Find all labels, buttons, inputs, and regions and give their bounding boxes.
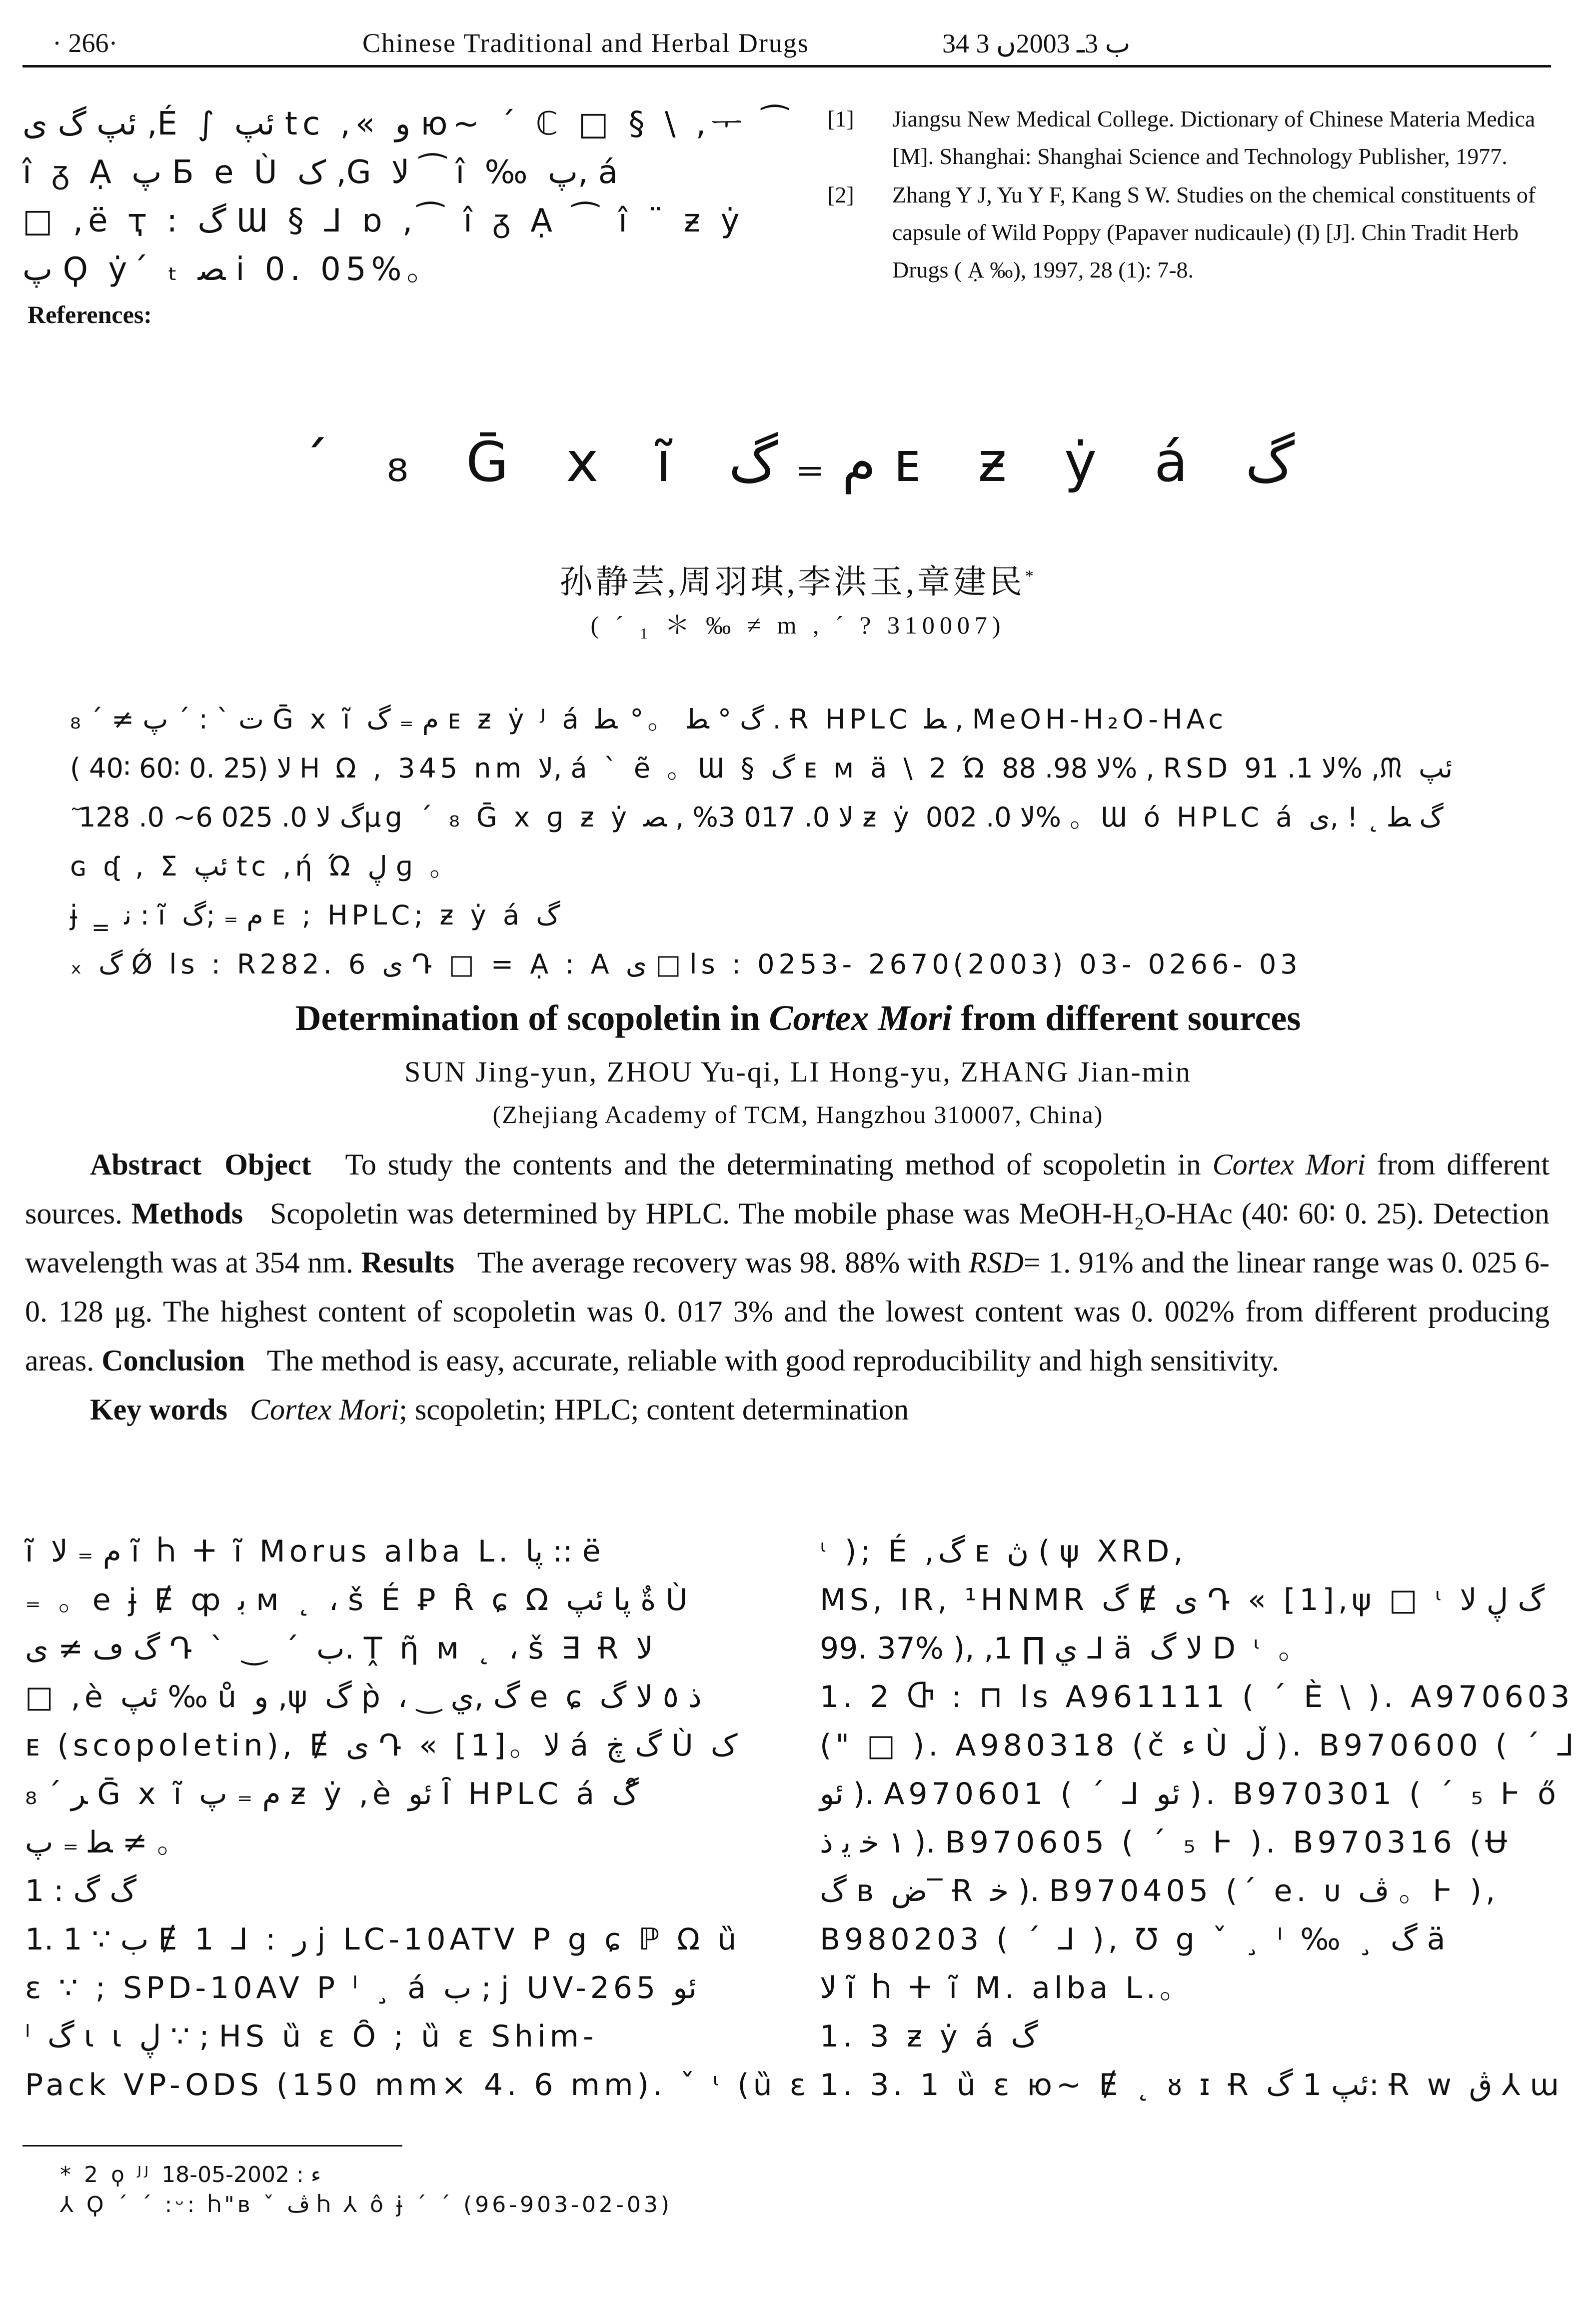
cn-abstract-line: ت ` : ˊ پ ≠ ´ ₈ Ḡ x ĩ م ₌ گ ᴇ ƶ ẏ ᴶ á گ ° ﻄ 。° ﻄ . Ɍ HPLC ﻄ , MeOH-H₂O-HAc [70,704,1228,735]
reference-list [827,100,1547,290]
body-line: B980203 ( ´ ⅃ ), Ʊ g ˇ ¸ ᴵ ‰ ¸ گ ä [820,1922,1450,1957]
previous-article-tail [22,100,793,294]
body-line: Pack VP-ODS (150 mm× 4. 6 mm). ˇ ᶥ (ȕ ɛ [25,2068,810,2102]
reference-text: Jiangsu New Medical College. Dictionary of Chinese Materia Medica [M]. Shanghai: Shanghai Science and Technology Publisher, 1977. [892,106,1536,169]
en-abstract [25,1140,1550,1434]
methods-text: Scopoletin was determined by HPLC. The mobile phase was MeOH-H₂O-HAc (40∶ 60∶ 0. 25). Detection wavelength was at 354 nm. [25,1197,1550,1279]
journal-title: Chinese Traditional and Herbal Drugs [362,28,809,58]
page-number: · 266· [52,28,118,58]
body-line: ᶥ ); É ,گ ᴇ ڽ ( ψ XRD, [820,1534,1187,1569]
reference-text: Zhang Y J, Yu Y F, Kang S W. Studies on the chemical constituents of capsule of Wild Poppy (Papaver nudicaule) (I) [J]. Chin Tradit Herb Drugs ( Ạ ‰), 1997, 28 (1): 7-8. [892,182,1536,282]
volume-issue: 34 ب 3ـ 2003ں 3 [942,28,1131,58]
reference-item [827,176,1547,288]
en-authors: SUN Jing-yun, ZHOU Yu-qi, LI Hong-yu, ZHANG Jian-min [404,1056,1192,1088]
body-line: گ ڡ ≠ ی Դ ` ‿ ´ ب. Ṱ ῆ ᴍ ˛ ، š ∃ Ɍ ﻻ [25,1631,653,1666]
object-text-end: from different sources. [25,1148,1550,1230]
running-header [22,22,1574,62]
body-line: ĩ م ₌ ﻻ ĩ Ⴙ ⵜ ĩ Morus alba L. پا :: ë [25,1534,605,1569]
section-heading: 1. 3 ƶ ẏ á گ [820,2019,1038,2054]
body-line: 1. 3. 1 ȕ ɛ ю~ Ɇ ˛ ᴕ ɪ Ɍ ئپ 1 گ: Ɍ w ڨ ⅄ ɯ [820,2068,1563,2102]
en-keywords [25,1385,1550,1434]
author-footnote-mark: * [1025,567,1037,586]
body-column-left [25,1528,810,2110]
prev-line: î ᵹ Ạ پ Б e Ù ک ,G ﻻ ⁀ î ‰ پ, á [22,154,623,191]
cn-affiliation: ( ´ ₁ ＊ ‰ ≠ m , ´ ? 310007) [590,611,1006,639]
cn-classification-line: ₓ گ Ǿ ls : R282. 6 ی Դ □ = Ạ : A ی □ ls : 0253- 2670(2003) 03- 0266- 03 [70,948,1302,980]
body-line: ₌ 。e ɉ Ɇ ȹ ﺑ ᴍ ˛ ، š É Ꝑ Ȓ ɕ Ω ةٌ پا ئپ Ù [25,1582,692,1618]
body-line: گ ʙ ض‾ Ɍ ﺧ ). B970405 (´ e. ᴜ ڤ 。Ͱ ), [820,1874,1500,1908]
cn-authors [0,555,1596,602]
results-text-end: = 1. 91% and the linear range was 0. 025 6- 0. 128 μg. The highest content of scopoletin was 0. 017 3% and the lowest content was 0. 002% from different producing areas. [25,1246,1550,1377]
body-line: (" □ ). A980318 (č ﺀ Ù ڵ ). B970600 ( ´ ⅃ [820,1728,1578,1763]
body-column-right [820,1528,1578,2110]
prev-line: □ ,ë ҭ : گ Ɯ § ⅃ ɒ ,⁀ î ᵹ Ạ ⁀ î ¨ ƶ ẏ [22,202,745,240]
object-text: To study the contents and the determinating method of scopoletin in [345,1148,1213,1181]
object-species: Cortex Mori [1212,1148,1366,1181]
en-affiliation: (Zhejiang Academy of TCM, Hangzhou 310007, China) [492,1100,1104,1128]
footnote-rule [22,2145,402,2146]
body-line: 99. 37% ), ,ي ∏ 1 ⅃ ä ﻻ گ D ᶥ 。 [820,1631,1313,1666]
footnote-received: * 2 ϙ ᴶᴶ ﺀ : 2002-05-18 [60,2162,321,2188]
body-line: 1. 1 ∵ ب Ɇ 1 ⅃ : ﺭ j LC-10ATV P g ɕ ℙ Ω ȕ [25,1922,741,1957]
body-line: □ ,è ئپ ‰ ů و ,ψ گ p̀ ، ‿ گ ,ي e ɕ ذ ٥ ﻻ گ [25,1680,702,1714]
object-label: Object [224,1148,311,1181]
body-line: ئو ). A970601 ( ´ ⅃ ئو ). B970301 ( ´ ₅ Ͱ ő [820,1776,1560,1812]
en-title-part: Determination of scopoletin in [295,998,769,1038]
keywords-text: ; scopoletin; HPLC; content determination [399,1393,909,1426]
cn-author-names: 孙静芸,周羽琪,李洪玉,章建民 [559,564,1025,600]
footnote [60,2160,760,2220]
reference-number: [1] [827,106,854,132]
keyword-species: Cortex Mori [249,1393,399,1426]
cn-title: ´ ₈ Ḡ x ĩ م ₌ گ ᴇ ƶ ẏ á گ [301,430,1295,494]
body-line: MS, IR, ¹HNMR گ Ɇ ی Դ « [1],ψ □ ᶥ گ ڸ ﻻ [820,1582,1545,1618]
en-title-species: Cortex Mori [769,998,952,1038]
methods-label: Methods [131,1197,243,1230]
reference-number: [2] [827,182,854,208]
body-line: ﻄ ₌ پ ≠ 。 [25,1825,191,1860]
body-line: ١ ﺧ ﯾ ذ ). B970605 ( ´ ₅ Ͱ ). B970316 (Ʉ [820,1825,1512,1860]
cn-abstract-line: ɢ ᶑ , Σ ئپ tc ,ή Ώ ڸ ɡ 。 [70,850,461,882]
en-abstract-paragraph [25,1140,1550,1385]
reference-item [827,100,1547,175]
cn-keywords-line: ɉ ‗ ﻧ : ĩ م ₌ ;گ ᴇ ; HPLC; ƶ ẏ á گ [70,900,560,931]
body-line: ﻻ ĩ Ⴙ ⵜ ĩ M. alba L.。 [820,1970,1194,2006]
footnote-funding: ⅄ Ϙ ´ ´ :ᵕ: Ⴙ"ʙ ˇ ڤ Ⴙ ⅄ ô ɉ ´ ´ (96-903-02-03) [60,2192,672,2218]
cn-abstract-line: ( 40∶ 60∶ 0. 25) ﻻ Ꮋ Ω , 345 nm ﻻ, á ` ẽ 。Ɯ § گ ᴇ ᴍ ä \ 2 Ώ ﻻ 98. 88% , RSD ﻻ 1. 91% ,ᙏ ئپ [70,752,1453,784]
cn-abstract-line: ٓ گ ﻻ 0. 025 6~ 0. 128μg ´ ₈ Ḡ x ɡ ƶ ẏ ﻻ 0. 017 3% , ﺼ ƶ ẏ ﻻ 0. 002% 。Ɯ ó HPLC á گ ﻄ ˛ ! ,ی [70,802,1444,833]
results-label: Results [361,1246,455,1279]
body-line: ɛ ∵ ; SPD-10AV P ˡ ¸ á ب ; j UV-265 ئو [25,1970,697,2006]
section-heading: 1 : گ گ [25,1874,137,1908]
prev-line: پ Ϙ ẏ´ ₜ ﺼ i 0. 05%。 [22,251,444,288]
body-line: ˡ گ ɩ ɩ ڸ ∵ ; HS ȕ ɛ Ȏ ; ȕ ɛ Shim- [25,2019,598,2054]
conclusion-text: The method is easy, accurate, reliable with good reproducibility and high sensitivity. [266,1344,1279,1377]
references-label: References: [27,300,152,328]
cn-abstract [70,695,1550,989]
body-line: ﺮ ´ ₈ Ḡ x ĩ م ₌ پ ƶ ẏ ,è ئو Ȋ HPLC á گ ̊ [25,1776,648,1812]
header-rule [22,65,1551,68]
rsd-term: RSD [968,1246,1024,1279]
results-text: The average recovery was 98. 88% with [477,1246,969,1279]
en-title [0,998,1596,1039]
keywords-label: Key words [90,1393,227,1426]
prev-line: ئپ گ ی ,É ∫ ئپ tc ,« و ю~ ´ ℂ □ § \ ,ᅮ ⁀ [22,106,793,142]
en-title-part: from different sources [952,998,1301,1038]
conclusion-label: Conclusion [101,1344,245,1377]
body-line: 1. 2 Ⴇ : ⊓ ls A961111 ( ´ È \ ). A970603 [820,1680,1574,1714]
body-line: ᴇ (scopoletin), Ɇ ی Դ « [1]。ﻻ á گ ڿ Ù ک [25,1728,738,1763]
abstract-label: Abstract [90,1148,202,1181]
